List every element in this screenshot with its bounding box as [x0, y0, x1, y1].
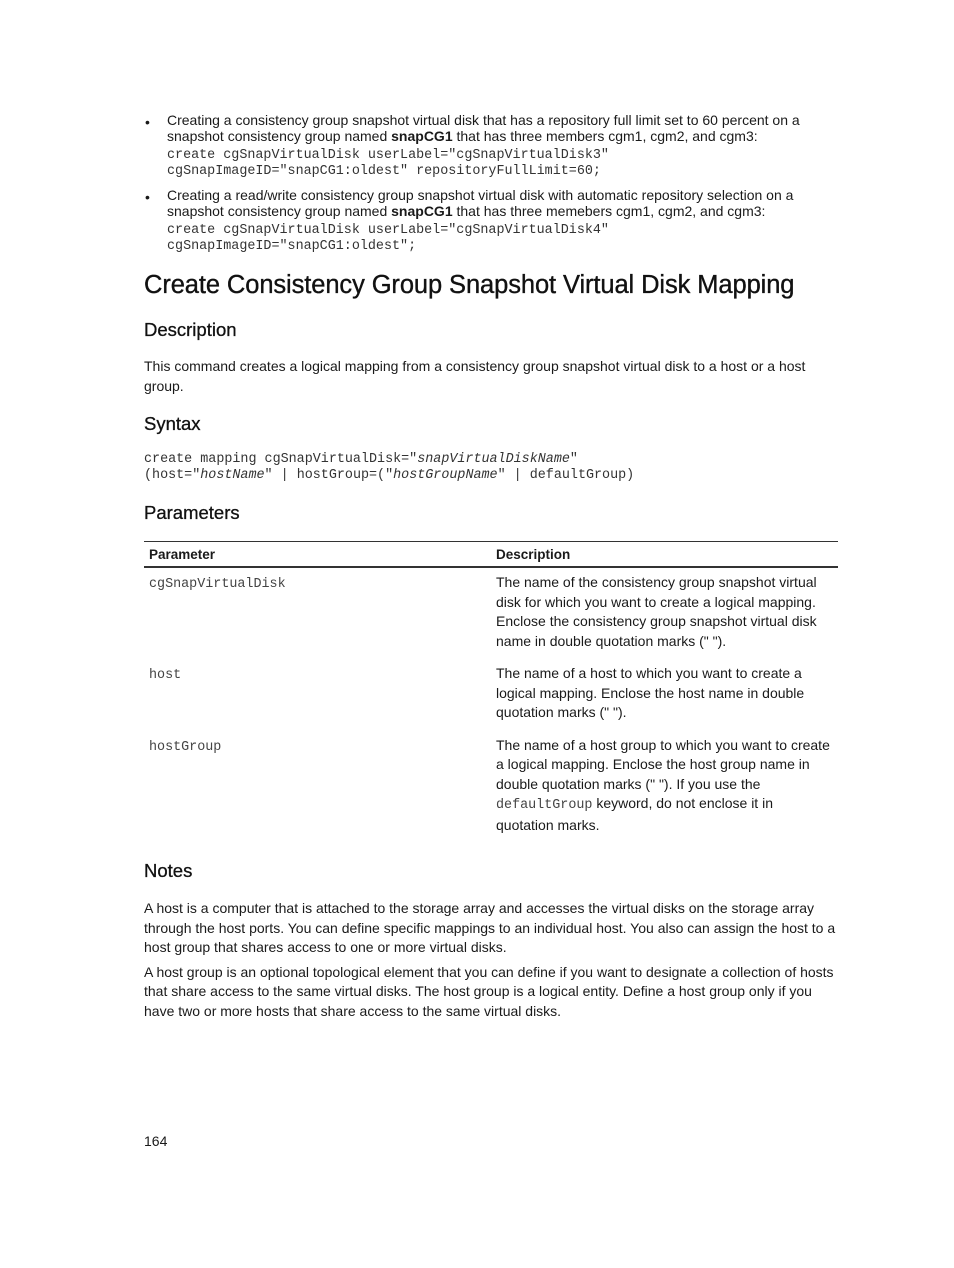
- list-item: [144, 187, 838, 254]
- notes-paragraph: A host is a computer that is attached to the storage array and accesses the virtual disks on the storage array through the host ports. You can define specific mappings to an individual host. You also can assign the host to a host group that shares access to one or more virtual disks.: [144, 900, 836, 955]
- page-number: 164: [144, 1133, 168, 1149]
- parameter-description-cell: The name of the consistency group snapshot virtual disk for which you want to create a logical mapping. Enclose the consistency group snapshot virtual disk name in double quotation marks (" ").: [496, 574, 817, 649]
- bold-term: snapCG1: [391, 128, 453, 144]
- parameter-name-cell: hostGroup: [149, 739, 222, 755]
- code-example: create cgSnapVirtualDisk userLabel="cgSnapVirtualDisk3" cgSnapImageID="snapCG1:oldest" repositoryFullLimit=60;: [167, 148, 609, 179]
- example-list: [144, 112, 838, 254]
- column-header-description: Description: [491, 542, 838, 568]
- table-row: [144, 567, 838, 659]
- table-header-row: [144, 542, 838, 568]
- table-row: [144, 659, 838, 731]
- parameter-name-cell: host: [149, 668, 182, 683]
- parameters-table: [144, 541, 838, 843]
- list-item: [144, 112, 838, 179]
- table-row: [144, 731, 838, 844]
- description-text: This command creates a logical mapping from a consistency group snapshot virtual disk to a host or a host group.: [144, 358, 806, 394]
- parameter-description-cell: The name of a host to which you want to create a logical mapping. Enclose the host name in double quotation marks (" ").: [496, 665, 805, 720]
- list-item-text: Creating a read/write consistency group snapshot virtual disk with automatic repository selection on a snapshot consistency group named snapCG1 that has three memebers cgm1, cgm2, and cgm3:: [167, 187, 794, 219]
- parameter-description-cell: The name of a host group to which you want to create a logical mapping. Enclose the host group name in double quotation marks (" "). If you use the defaultGroup keyword, do not enclose it in quotation marks.: [496, 736, 830, 833]
- column-header-parameter: Parameter: [144, 542, 491, 568]
- notes-heading: Notes: [144, 860, 193, 881]
- description-heading: Description: [144, 319, 237, 340]
- bold-term: snapCG1: [391, 203, 453, 219]
- document-page: [144, 112, 838, 1021]
- list-item-text: Creating a consistency group snapshot virtual disk that has a repository full limit set to 60 percent on a snapshot consistency group named snapCG1 that has three members cgm1, cgm2, and cgm3:: [167, 112, 800, 144]
- syntax-code: create mapping cgSnapVirtualDisk="snapVirtualDiskName" (host="hostName" | hostGroup=("hostGroupName" | defaultGroup): [144, 452, 635, 483]
- page-title: Create Consistency Group Snapshot Virtual Disk Mapping: [144, 271, 795, 299]
- parameters-heading: Parameters: [144, 502, 240, 523]
- bullet-icon: •: [145, 189, 150, 205]
- notes-paragraph: A host group is an optional topological element that you can define if you want to designate a collection of hosts that share access to the same virtual disks. The host group is a logical entity. Define a host group only if you have two or more hosts that share access to the same virtual disks.: [144, 963, 834, 1019]
- parameter-name-cell: cgSnapVirtualDisk: [149, 577, 286, 592]
- syntax-heading: Syntax: [144, 413, 201, 434]
- code-example: create cgSnapVirtualDisk userLabel="cgSnapVirtualDisk4" cgSnapImageID="snapCG1:oldest";: [167, 223, 609, 254]
- bullet-icon: •: [145, 114, 150, 130]
